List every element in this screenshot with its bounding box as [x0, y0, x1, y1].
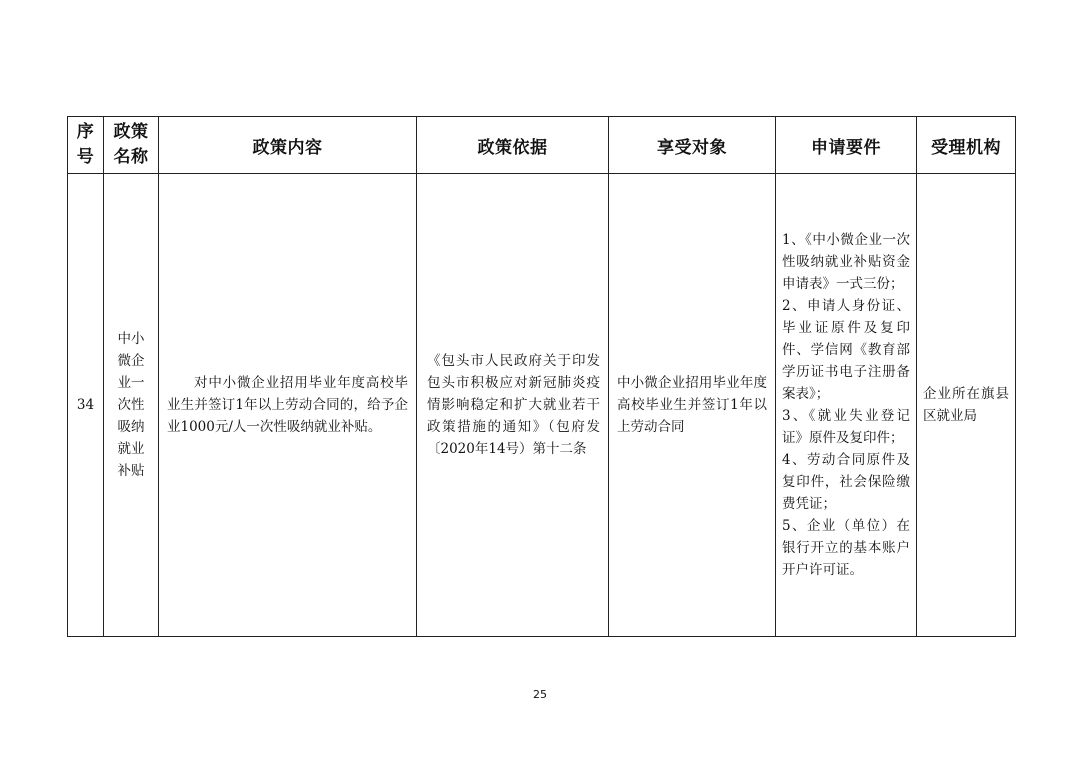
header-content: 政策内容	[159, 117, 417, 174]
cell-policy-name	[104, 174, 159, 637]
header-name-line-2: 名称	[113, 147, 149, 167]
header-agency: 受理机构	[917, 117, 1016, 174]
policy-table	[67, 116, 1016, 637]
table-row	[68, 174, 1016, 637]
header-name	[104, 117, 159, 174]
policy-name-line: 中小	[117, 331, 145, 347]
header-requirements: 申请要件	[776, 117, 917, 174]
header-number-line-1: 序	[76, 122, 95, 142]
header-name-line-1: 政策	[113, 122, 149, 142]
policy-name-line: 微企	[117, 353, 145, 369]
requirement-item: 3、《就业失业登记证》原件及复印件；	[782, 408, 910, 446]
requirement-item: 1、《中小微企业一次性吸纳就业补贴资金申请表》一式三份；	[782, 232, 910, 292]
page-number: 25	[533, 688, 547, 701]
requirement-item: 5、企业（单位）在银行开立的基本账户开户许可证。	[782, 518, 910, 578]
cell-requirements	[776, 174, 917, 637]
cell-policy-basis: 《包头市人民政府关于印发包头市积极应对新冠肺炎疫情影响稳定和扩大就业若干政策措施的通知》（包府发〔2020年14号）第十二条	[417, 174, 609, 637]
cell-agency: 企业所在旗县区就业局	[917, 174, 1016, 637]
cell-beneficiary: 中小微企业招用毕业年度高校毕业生并签订1年以上劳动合同	[609, 174, 776, 637]
table-header-row	[68, 117, 1016, 174]
header-number-line-2: 号	[76, 147, 95, 167]
policy-name-line: 就业	[117, 441, 145, 457]
cell-number: 34	[68, 174, 104, 637]
policy-name-line: 吸纳	[117, 419, 145, 435]
header-number	[68, 117, 104, 174]
header-target: 享受对象	[609, 117, 776, 174]
policy-name-line: 业一	[117, 375, 145, 391]
policy-name-line: 次性	[117, 397, 145, 413]
requirement-item: 4、劳动合同原件及复印件，社会保险缴费凭证；	[782, 452, 910, 512]
requirement-item: 2、申请人身份证、毕业证原件及复印件、学信网《教育部学历证书电子注册备案表》；	[782, 298, 910, 402]
cell-policy-content: 对中小微企业招用毕业年度高校毕业生并签订1年以上劳动合同的，给予企业1000元/人一次性吸纳就业补贴。	[159, 174, 417, 637]
policy-name-line: 补贴	[117, 463, 145, 479]
header-basis: 政策依据	[417, 117, 609, 174]
